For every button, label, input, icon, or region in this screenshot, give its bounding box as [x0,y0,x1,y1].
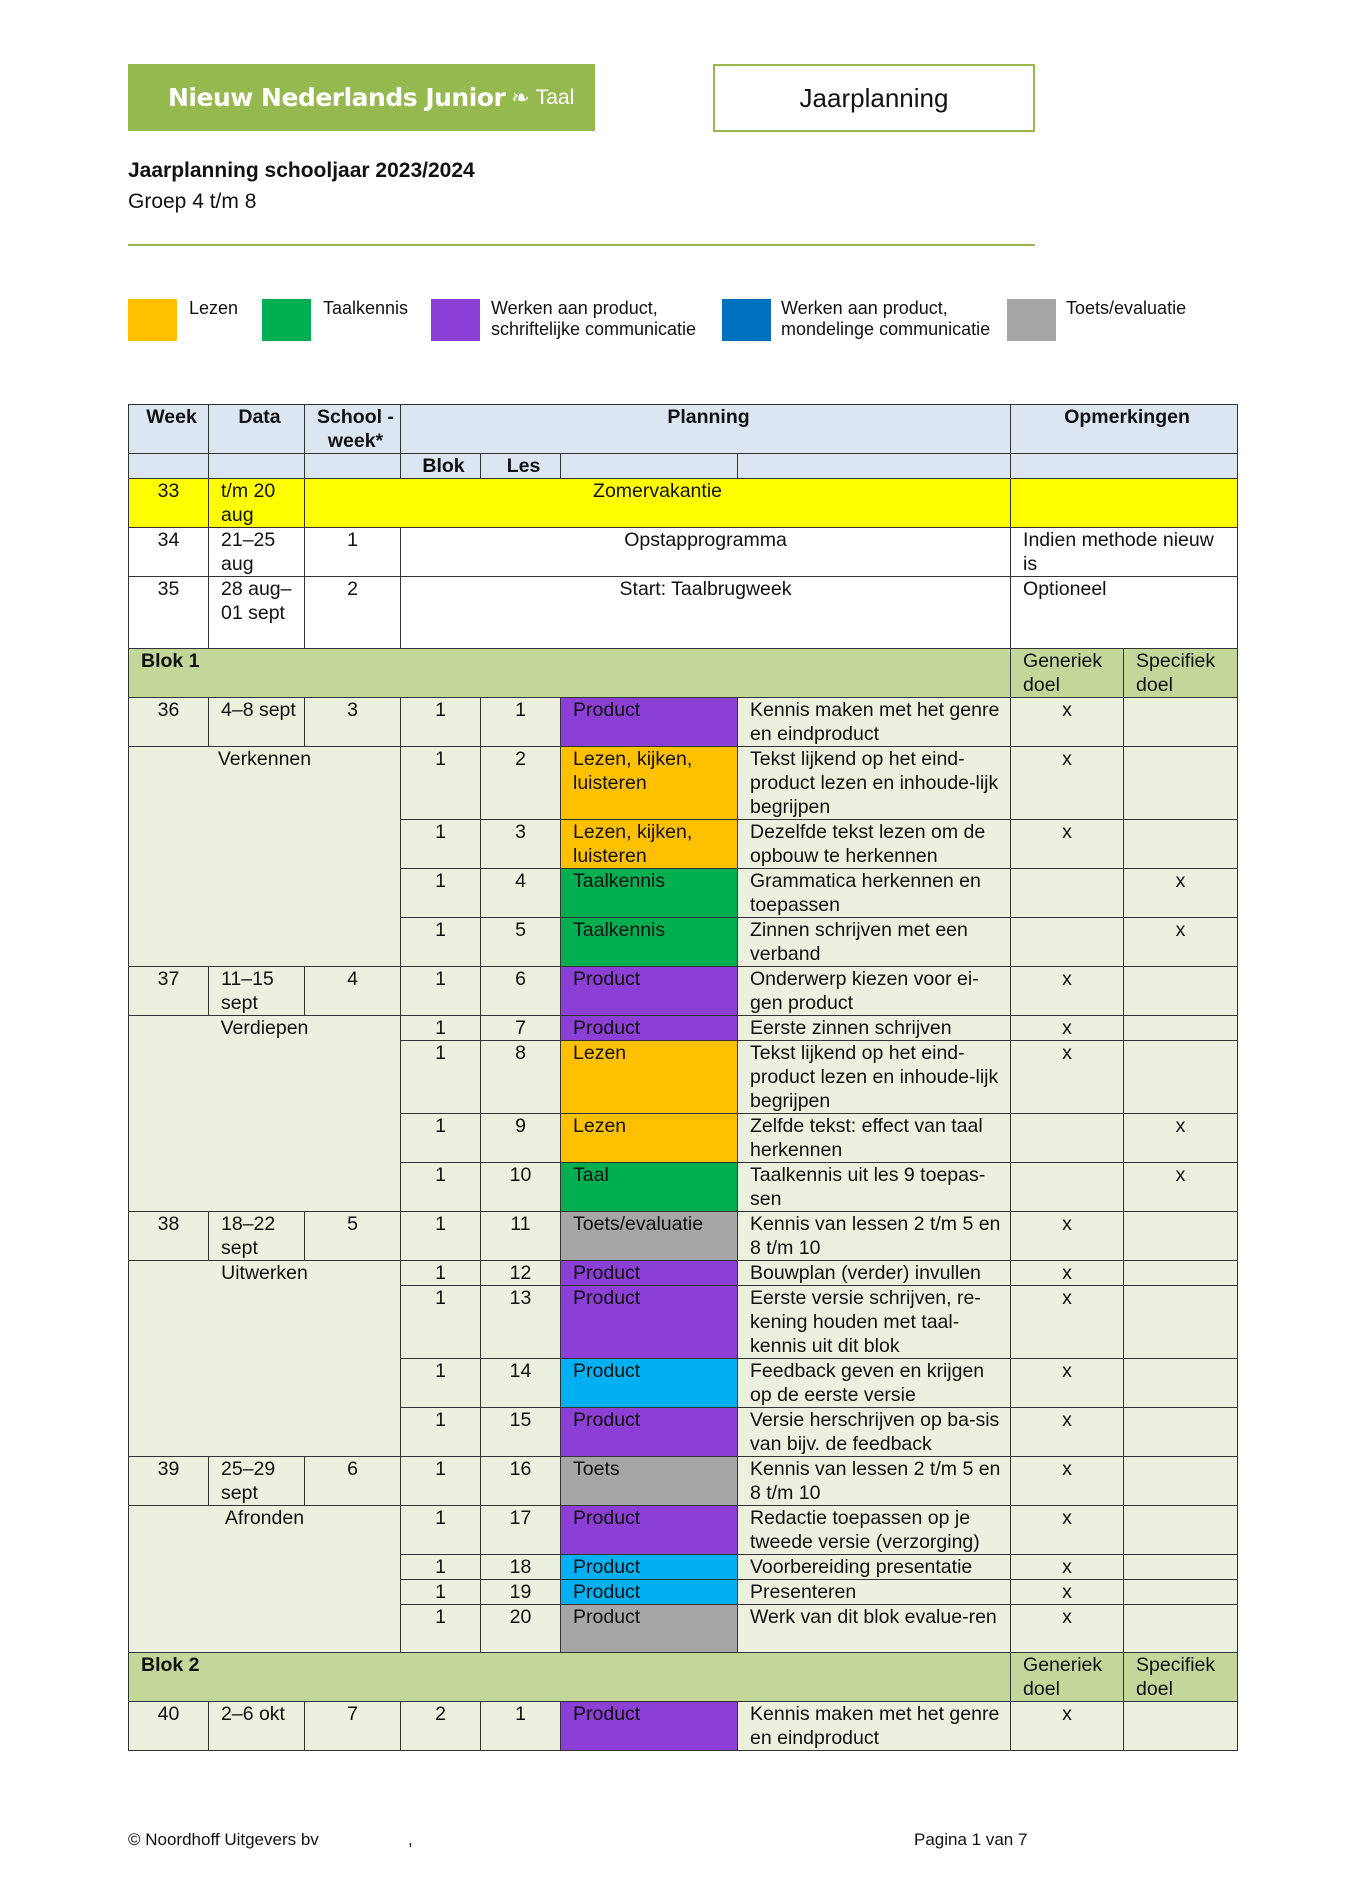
footer-page-number: Pagina 1 van 7 [914,1830,1028,1849]
document-title: Jaarplanning schooljaar 2023/2024 [128,159,475,182]
footer-copyright: © Noordhoff Uitgevers bv [128,1830,319,1849]
cell-les: 6 [481,967,561,1016]
cell-planning: Zomervakantie [305,479,1011,528]
cell-les: 17 [481,1506,561,1555]
cell-generiek-doel: x [1011,820,1124,869]
col-blok: Blok [401,454,481,479]
cell-specifiek-doel [1124,1041,1238,1114]
cell-les: 14 [481,1359,561,1408]
table-row [129,528,1238,577]
table-row [129,1212,1238,1261]
cell-specifiek-doel [1124,698,1238,747]
cell-activity: Product [561,1408,738,1457]
cell-les: 7 [481,1016,561,1041]
cell-blok: 1 [401,1580,481,1605]
legend-label: Werken aan product, schriftelijke communicatie [491,298,697,339]
legend-label: Lezen [189,298,239,318]
cell-description: Taalkennis uit les 9 toepas-sen [738,1163,1011,1212]
cell-week: 40 [129,1702,209,1751]
cell-blok: 1 [401,1016,481,1041]
cell-specifiek-doel [1124,1261,1238,1286]
cell-description: Eerste zinnen schrijven [738,1016,1011,1041]
cell-description: Versie herschrijven op ba-sis van bijv. de feedback [738,1408,1011,1457]
cell-blok: 1 [401,1555,481,1580]
cell-description: Voorbereiding presentatie [738,1555,1011,1580]
cell-generiek-doel [1011,869,1124,918]
cell-activity: Product [561,1016,738,1041]
blok1-lessons [129,698,1238,1653]
cell-schoolweek: 7 [305,1702,401,1751]
cell-blok: 1 [401,698,481,747]
cell-les: 18 [481,1555,561,1580]
cell-specifiek-doel [1124,1506,1238,1555]
cell-description: Kennis maken met het genre en eindproduct [738,1702,1011,1751]
cell-planning: Opstapprogramma [401,528,1011,577]
cell-specifiek-doel [1124,1359,1238,1408]
cell-description: Dezelfde tekst lezen om de opbouw te herkennen [738,820,1011,869]
cell-blok: 1 [401,967,481,1016]
col-les: Les [481,454,561,479]
cell-description: Eerste versie schrijven, re-kening houden met taal-kennis uit dit blok [738,1286,1011,1359]
cell-generiek-doel: x [1011,1359,1124,1408]
cell-description: Redactie toepassen op je tweede versie (verzorging) [738,1506,1011,1555]
cell-generiek-doel [1011,1114,1124,1163]
table-row [129,1506,1238,1555]
cell-blok: 1 [401,1212,481,1261]
cell-specifiek-doel [1124,747,1238,820]
blok-header-row [129,649,1238,698]
legend-swatch-lezen [128,299,177,341]
cell-les: 13 [481,1286,561,1359]
leaf-icon: ❧ [511,84,530,110]
cell-description: Tekst lijkend op het eind-product lezen en inhoude-lijk begrijpen [738,747,1011,820]
cell-data: 11–15 sept [209,967,305,1016]
cell-les: 3 [481,820,561,869]
table-row [129,577,1238,649]
cell-blok: 1 [401,1457,481,1506]
cell-generiek-doel: x [1011,1580,1124,1605]
cell-specifiek-doel: x [1124,918,1238,967]
cell-generiek-doel: x [1011,1457,1124,1506]
cell-les: 11 [481,1212,561,1261]
cell-schoolweek: 5 [305,1212,401,1261]
cell-week: 37 [129,967,209,1016]
cell-specifiek-doel [1124,1580,1238,1605]
cell-description: Kennis maken met het genre en eindproduct [738,698,1011,747]
cell-description: Tekst lijkend op het eind-product lezen en inhoude-lijk begrijpen [738,1041,1011,1114]
cell-activity: Product [561,1359,738,1408]
cell-blok: 2 [401,1702,481,1751]
blok2-lessons [129,1702,1238,1751]
cell-generiek-doel: x [1011,1408,1124,1457]
cell-generiek-doel: x [1011,1702,1124,1751]
cell-blok: 1 [401,1408,481,1457]
cell-phase: Verdiepen [129,1016,401,1212]
cell-specifiek-doel [1124,967,1238,1016]
cell-schoolweek: 2 [305,577,401,649]
table-row [129,698,1238,747]
cell-les: 8 [481,1041,561,1114]
legend-swatch-product-schriftelijk [431,299,480,341]
legend-swatch-taalkennis [262,299,311,341]
cell-data: 18–22 sept [209,1212,305,1261]
specifiek-doel-header: Specifiek doel [1124,1653,1238,1702]
cell-specifiek-doel [1124,1457,1238,1506]
cell-generiek-doel: x [1011,1605,1124,1653]
cell-generiek-doel [1011,918,1124,967]
cell-opmerking: Indien methode nieuw is [1011,528,1238,577]
cell-blok: 1 [401,1506,481,1555]
cell-description: Kennis van lessen 2 t/m 5 en 8 t/m 10 [738,1212,1011,1261]
cell-activity: Taalkennis [561,869,738,918]
cell-specifiek-doel [1124,1702,1238,1751]
cell-description: Zelfde tekst: effect van taal herkennen [738,1114,1011,1163]
cell-planning: Start: Taalbrugweek [401,577,1011,649]
cell-specifiek-doel [1124,1016,1238,1041]
cell-description: Kennis van lessen 2 t/m 5 en 8 t/m 10 [738,1457,1011,1506]
cell-activity: Lezen [561,1114,738,1163]
cell-les: 5 [481,918,561,967]
cell-les: 9 [481,1114,561,1163]
cell-description: Grammatica herkennen en toepassen [738,869,1011,918]
col-planning: Planning [401,405,1011,454]
cell-generiek-doel: x [1011,1286,1124,1359]
cell-les: 4 [481,869,561,918]
cell-opmerking: Optioneel [1011,577,1238,649]
cell-blok: 1 [401,918,481,967]
table-row [129,967,1238,1016]
table-row [129,1261,1238,1286]
cell-activity: Product [561,1506,738,1555]
generiek-doel-header: Generiek doel [1011,1653,1124,1702]
col-week: Week [129,405,209,454]
cell-activity: Product [561,1580,738,1605]
header-title-box: Jaarplanning [713,64,1035,132]
table-row [129,1457,1238,1506]
table-row [129,1016,1238,1041]
cell-specifiek-doel [1124,1408,1238,1457]
cell-specifiek-doel [1124,820,1238,869]
cell-description: Feedback geven en krijgen op de eerste versie [738,1359,1011,1408]
cell-activity: Product [561,1286,738,1359]
cell-specifiek-doel: x [1124,1163,1238,1212]
col-opmerkingen: Opmerkingen [1011,405,1238,454]
cell-blok: 1 [401,820,481,869]
cell-schoolweek: 1 [305,528,401,577]
footer-separator: , [408,1830,413,1849]
logo-subtext: Taal [535,85,575,109]
cell-les: 20 [481,1605,561,1653]
cell-blok: 1 [401,1114,481,1163]
cell-blok: 1 [401,1261,481,1286]
cell-specifiek-doel: x [1124,869,1238,918]
cell-activity: Taalkennis [561,918,738,967]
cell-activity: Toets/evaluatie [561,1212,738,1261]
blok-title: Blok 1 [129,649,1011,698]
cell-blok: 1 [401,747,481,820]
cell-generiek-doel: x [1011,1506,1124,1555]
cell-data: 4–8 sept [209,698,305,747]
cell-blok: 1 [401,1163,481,1212]
cell-activity: Product [561,1605,738,1653]
cell-generiek-doel: x [1011,1261,1124,1286]
cell-data: 21–25 aug [209,528,305,577]
cell-specifiek-doel [1124,1555,1238,1580]
cell-phase: Uitwerken [129,1261,401,1457]
table-row [129,1702,1238,1751]
cell-specifiek-doel: x [1124,1114,1238,1163]
divider [128,244,1035,246]
cell-generiek-doel: x [1011,747,1124,820]
cell-phase: Afronden [129,1506,401,1653]
cell-blok: 1 [401,1605,481,1653]
cell-generiek-doel: x [1011,698,1124,747]
cell-description: Presenteren [738,1580,1011,1605]
cell-les: 1 [481,698,561,747]
cell-schoolweek: 3 [305,698,401,747]
cell-les: 19 [481,1580,561,1605]
cell-les: 10 [481,1163,561,1212]
cell-week: 36 [129,698,209,747]
document-subtitle: Groep 4 t/m 8 [128,190,257,213]
generiek-doel-header: Generiek doel [1011,649,1124,698]
cell-activity: Lezen, kijken, luisteren [561,820,738,869]
table-row [129,479,1238,528]
cell-blok: 1 [401,1041,481,1114]
cell-data: t/m 20 aug [209,479,305,528]
cell-generiek-doel [1011,1163,1124,1212]
specifiek-doel-header: Specifiek doel [1124,649,1238,698]
cell-specifiek-doel [1124,1212,1238,1261]
cell-activity: Product [561,1261,738,1286]
cell-data: 28 aug–01 sept [209,577,305,649]
logo-text: Nieuw Nederlands Junior [168,83,506,112]
cell-schoolweek: 4 [305,967,401,1016]
cell-blok: 1 [401,1359,481,1408]
cell-blok: 1 [401,869,481,918]
cell-specifiek-doel [1124,1605,1238,1653]
cell-activity: Taal [561,1163,738,1212]
cell-les: 16 [481,1457,561,1506]
cell-generiek-doel: x [1011,1555,1124,1580]
cell-week: 35 [129,577,209,649]
cell-description: Zinnen schrijven met een verband [738,918,1011,967]
cell-blok: 1 [401,1286,481,1359]
cell-activity: Product [561,1702,738,1751]
table-subheader-row [129,454,1238,479]
cell-activity: Lezen [561,1041,738,1114]
cell-activity: Product [561,698,738,747]
cell-week: 34 [129,528,209,577]
cell-description: Bouwplan (verder) invullen [738,1261,1011,1286]
legend-label: Taalkennis [323,298,409,318]
cell-schoolweek: 6 [305,1457,401,1506]
col-data: Data [209,405,305,454]
cell-week: 33 [129,479,209,528]
cell-data: 2–6 okt [209,1702,305,1751]
cell-activity: Lezen, kijken, luisteren [561,747,738,820]
cell-data: 25–29 sept [209,1457,305,1506]
cell-generiek-doel: x [1011,1016,1124,1041]
blok-title: Blok 2 [129,1653,1011,1702]
cell-activity: Product [561,1555,738,1580]
legend-swatch-toets [1007,299,1056,341]
cell-activity: Toets [561,1457,738,1506]
col-schoolweek: School -week* [305,405,401,454]
legend-label: Werken aan product, mondelinge communicatie [781,298,991,339]
cell-les: 15 [481,1408,561,1457]
cell-description: Onderwerp kiezen voor ei-gen product [738,967,1011,1016]
cell-description: Werk van dit blok evalue-ren [738,1605,1011,1653]
cell-week: 39 [129,1457,209,1506]
cell-les: 2 [481,747,561,820]
cell-generiek-doel: x [1011,1212,1124,1261]
table-row [129,747,1238,820]
cell-activity: Product [561,967,738,1016]
legend-label: Toets/evaluatie [1066,298,1187,318]
legend-swatch-product-mondeling [722,299,771,341]
cell-les: 1 [481,1702,561,1751]
year-planning-table [128,404,1238,1751]
cell-phase: Verkennen [129,747,401,967]
brand-logo [128,64,595,131]
cell-generiek-doel: x [1011,967,1124,1016]
table-header-row [129,405,1238,454]
blok-header-row [129,1653,1238,1702]
cell-les: 12 [481,1261,561,1286]
cell-generiek-doel: x [1011,1041,1124,1114]
cell-specifiek-doel [1124,1286,1238,1359]
cell-week: 38 [129,1212,209,1261]
